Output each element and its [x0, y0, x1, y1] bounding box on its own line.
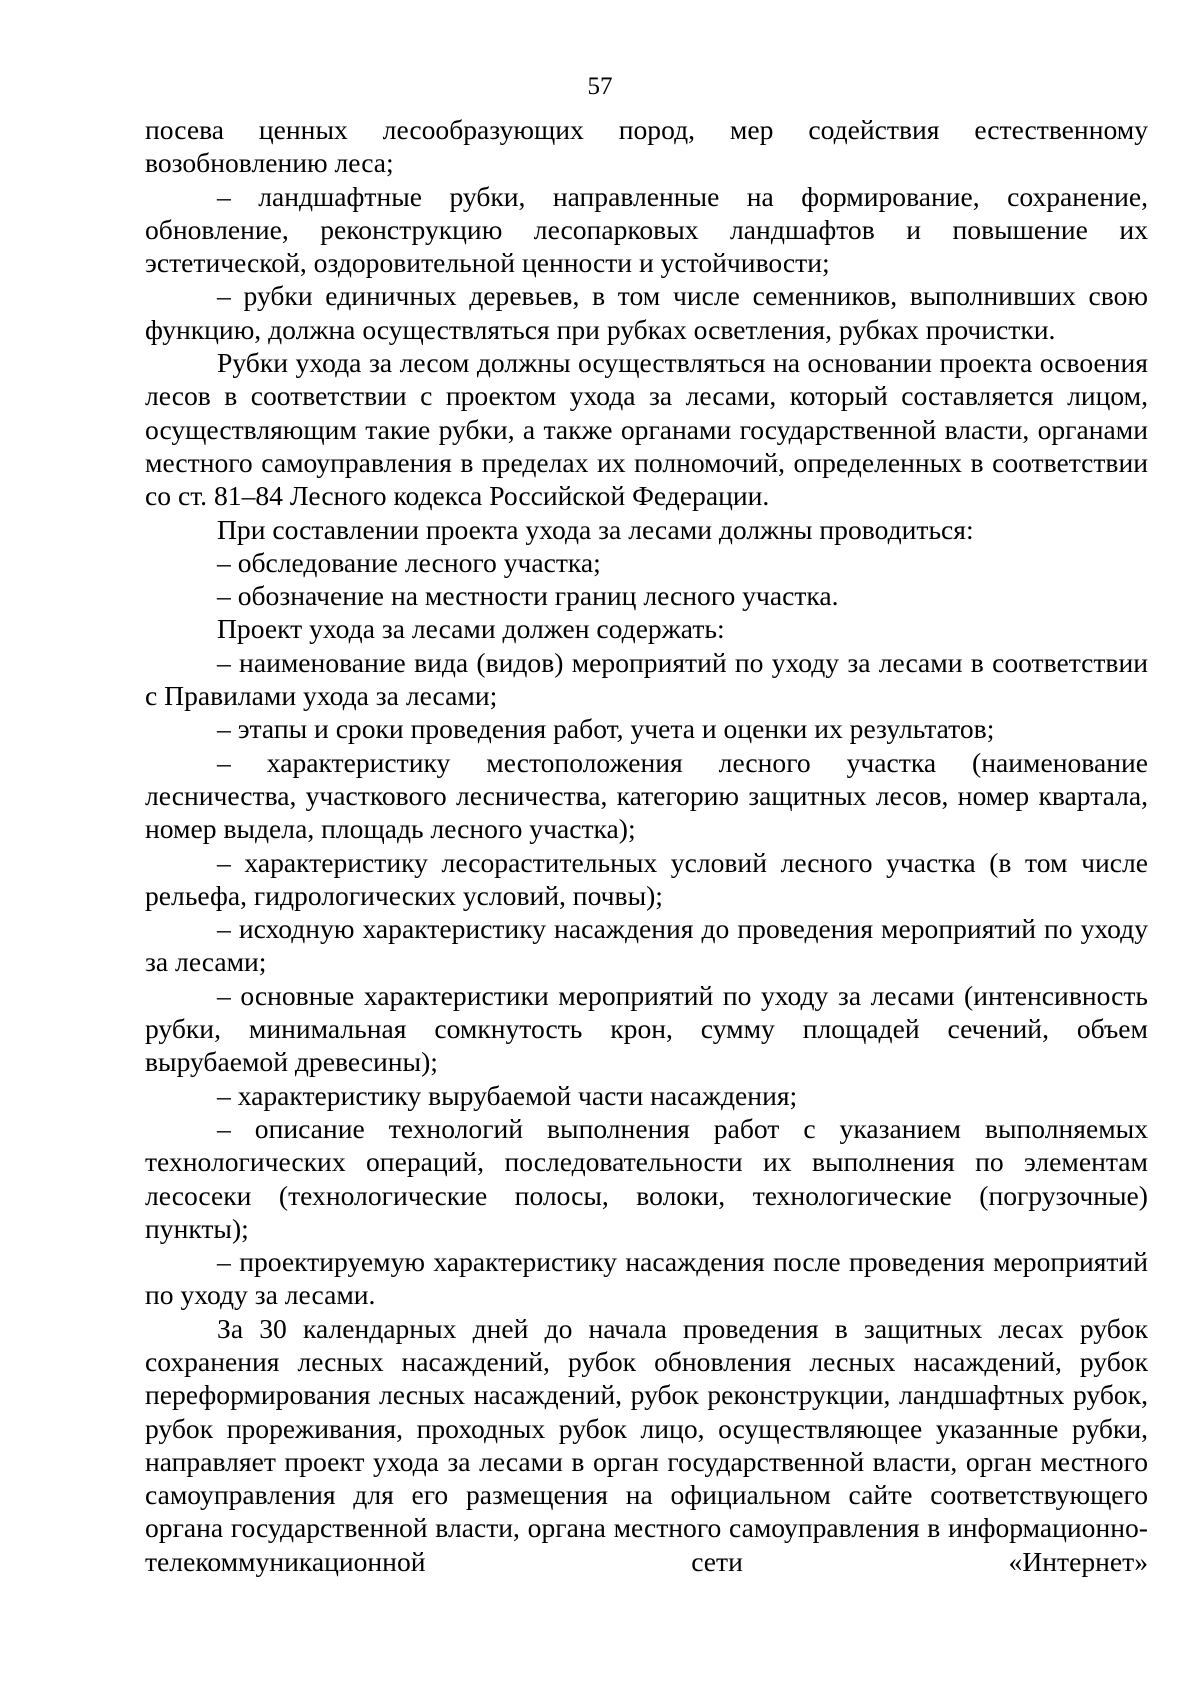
paragraph: Проект ухода за лесами должен содержать:	[217, 613, 725, 645]
page-number: 57	[587, 73, 613, 100]
list-item: – описание технологий выполнения работ с указанием выполняемых технологических операций, последовательности их выполнения по элементам лесосеки (технологические полосы, волоки, технологические (погрузочные) пункты);	[145, 1112, 1148, 1244]
list-item: – характеристику местоположения лесного участка (наименование лесничества, участкового лесничества, категорию защитных лесов, номер квартала, номер выдела, площадь лесного участка);	[145, 746, 1148, 845]
list-item: – обследование лесного участка;	[217, 546, 601, 578]
list-item: – характеристику лесорастительных условий лесного участка (в том числе рельефа, гидрологических условий, почвы);	[145, 846, 1148, 911]
list-item: – характеристику вырубаемой части насаждения;	[217, 1079, 798, 1111]
list-item: – этапы и сроки проведения работ, учета и оценки их результатов;	[217, 713, 995, 745]
list-item: – обозначение на местности границ лесного участка.	[217, 580, 839, 612]
list-item: – рубки единичных деревьев, в том числе семенников, выполнивших свою функцию, должна осуществляться при рубках осветления, рубках прочистки.	[145, 280, 1148, 345]
list-item: – проектируемую характеристику насаждения после проведения мероприятий по уходу за лесами.	[145, 1246, 1148, 1311]
paragraph: За 30 календарных дней до начала проведения в защитных лесах рубок сохранения лесных насаждений, рубок обновления лесных насаждений, рубок переформирования лесных насаждений, рубок реконструкции, ландшафтных рубок, рубок прореживания, проходных рубок лицо, осуществляющее указанные рубки, направляет проект ухода за лесами в орган государственной власти, орган местного самоуправления для его размещения на официальном сайте соответствующего органа государственной власти, органа местного самоуправления в информационно-телекоммуникационной сети «Интернет»	[145, 1312, 1148, 1577]
paragraph: посева ценных лесообразующих пород, мер содействия естественному возобновлению леса;	[145, 114, 1148, 179]
list-item: – ландшафтные рубки, направленные на формирование, сохранение, обновление, реконструкцию лесопарковых ландшафтов и повышение их эстетической, оздоровительной ценности и устойчивости;	[145, 180, 1148, 279]
list-item: – наименование вида (видов) мероприятий по уходу за лесами в соответствии с Правилами ухода за лесами;	[145, 646, 1148, 712]
paragraph: Рубки ухода за лесом должны осуществляться на основании проекта освоения лесов в соответствии с проектом ухода за лесами, который составляется лицом, осуществляющим такие рубки, а также органами государственной власти, органами местного самоуправления в пределах их полномочий, определенных в соответствии со ст. 81–84 Лесного кодекса Российской Федерации.	[145, 347, 1148, 512]
paragraph: При составлении проекта ухода за лесами должны проводиться:	[217, 513, 974, 545]
list-item: – основные характеристики мероприятий по уходу за лесами (интенсивность рубки, минимальная сомкнутость крон, сумму площадей сечений, объем вырубаемой древесины);	[145, 979, 1148, 1078]
document-body	[145, 113, 1148, 1578]
list-item: – исходную характеристику насаждения до проведения мероприятий по уходу за лесами;	[145, 913, 1148, 978]
